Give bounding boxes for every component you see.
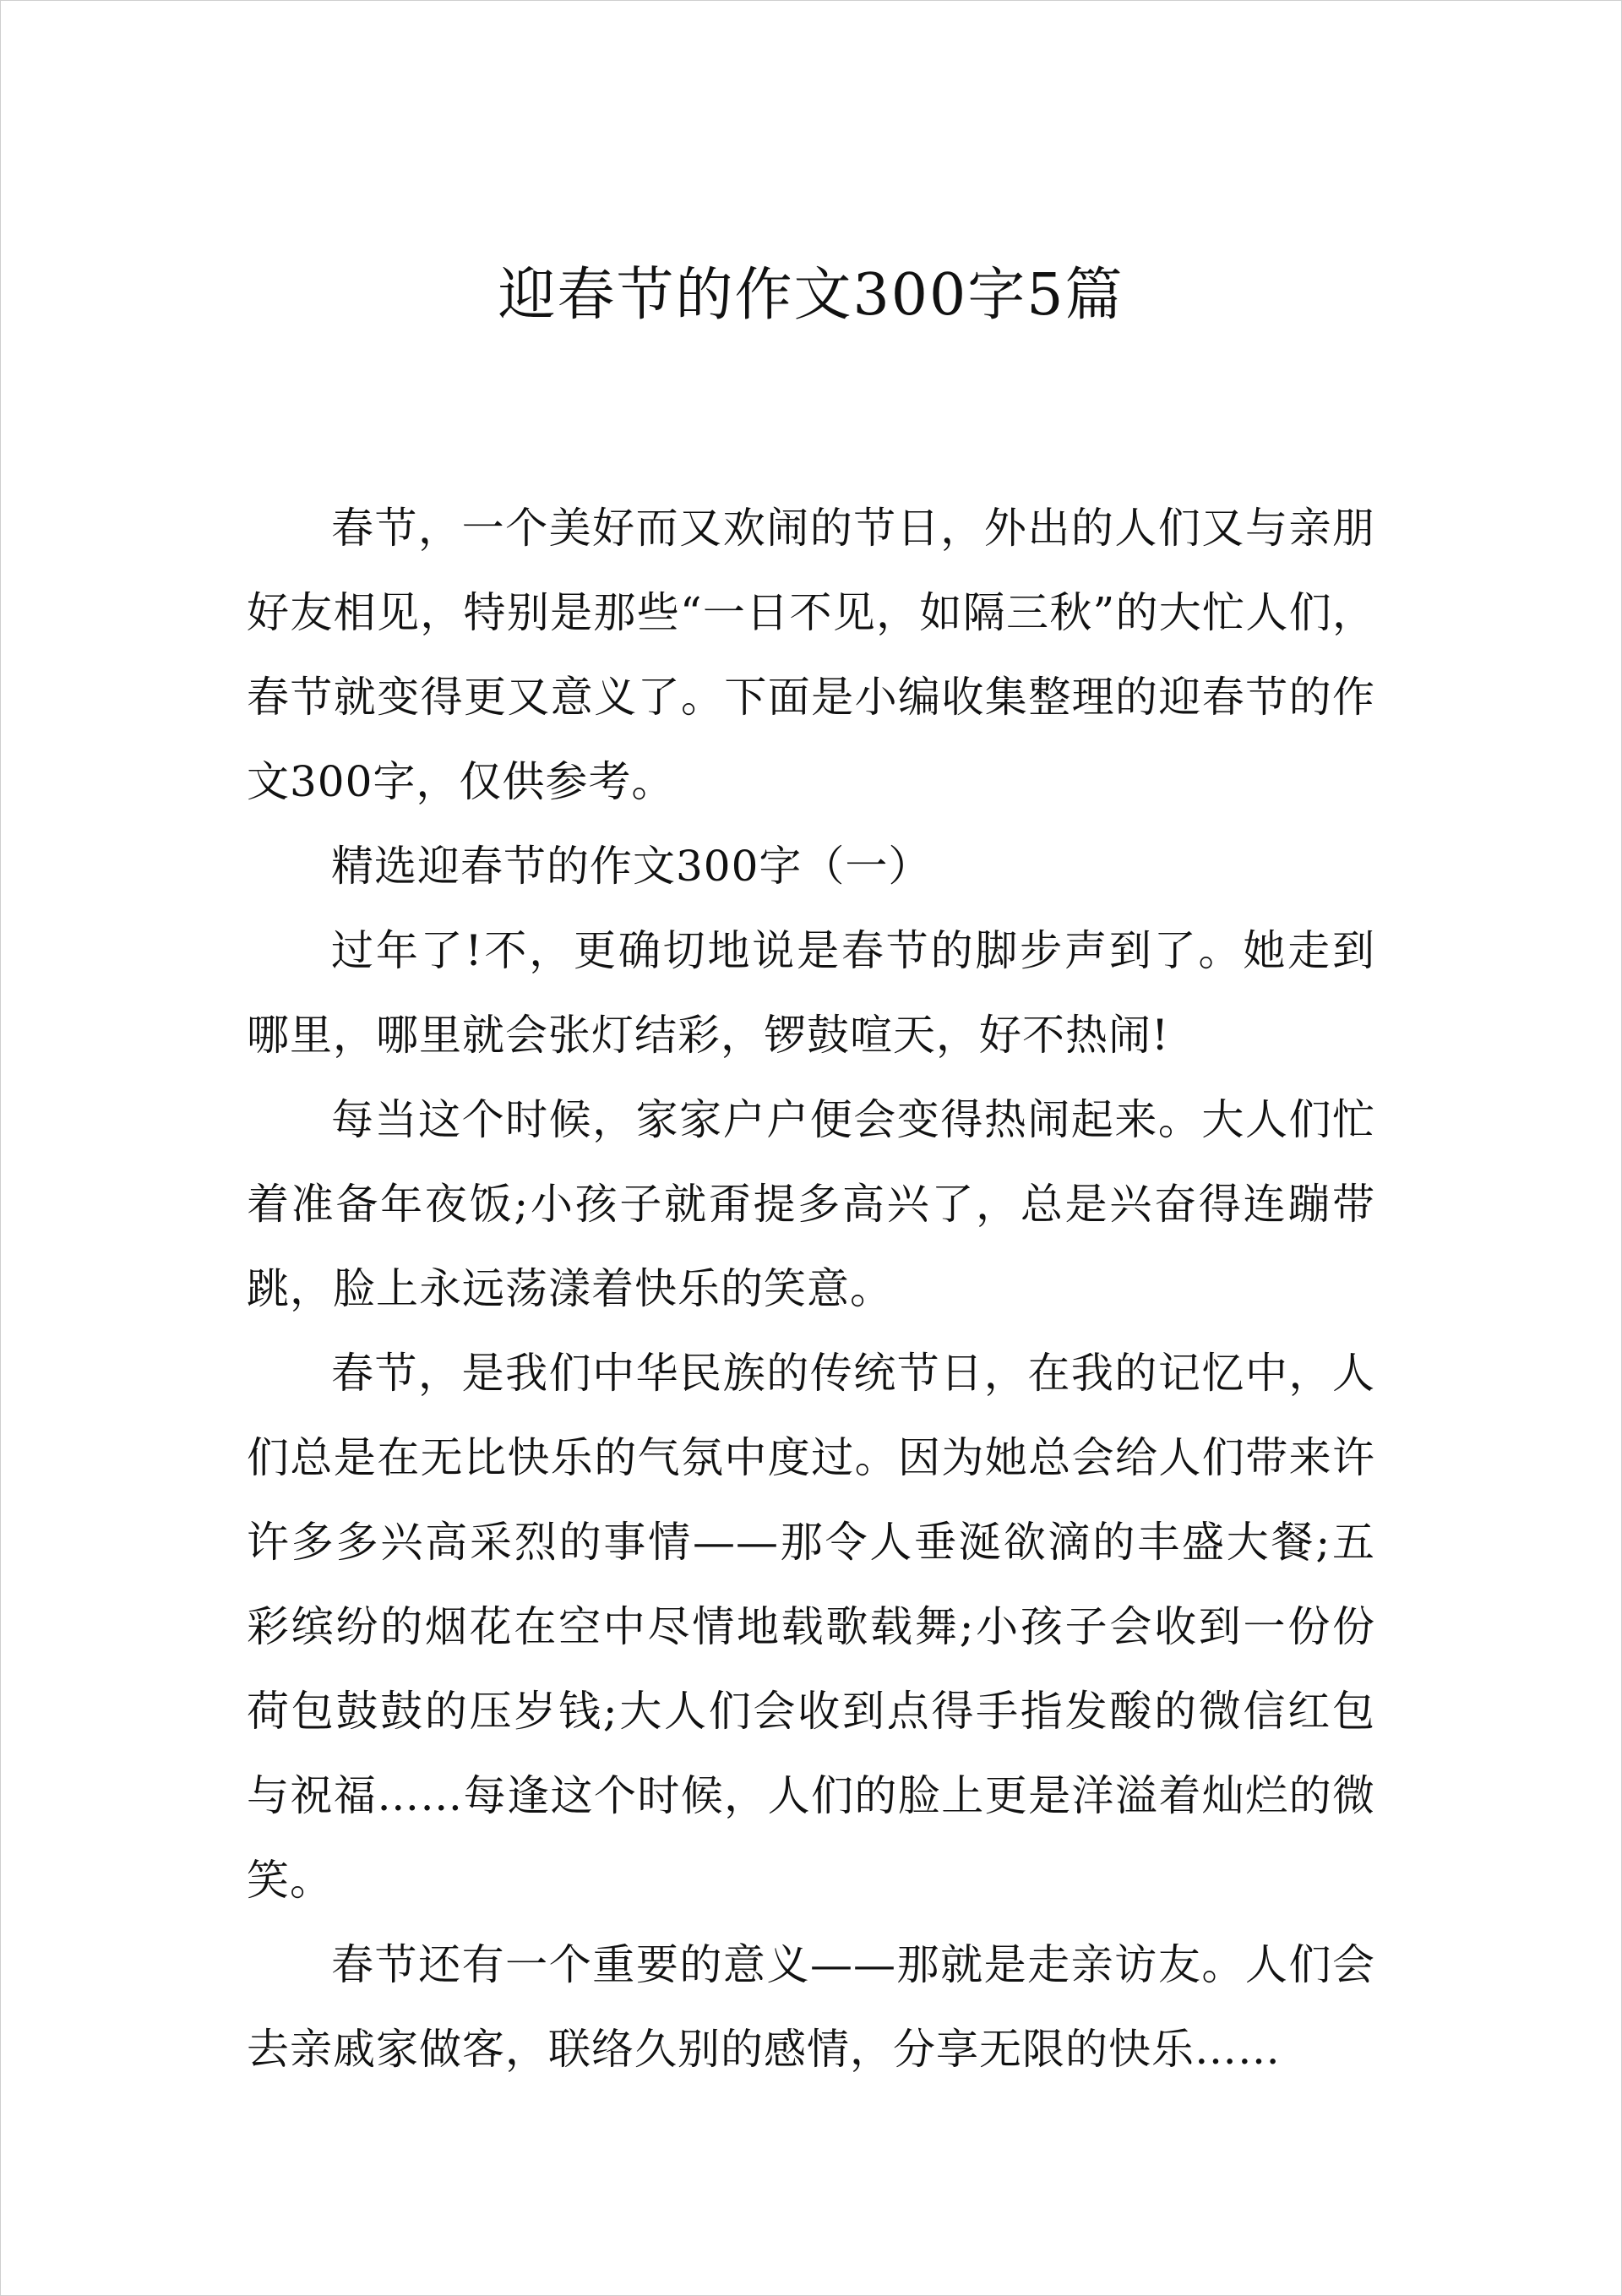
body-paragraph: 春节还有一个重要的意义——那就是走亲访友。人们会去亲戚家做客，联络久别的感情，分享无限的快乐…… [247, 1940, 1375, 2074]
section-heading: 精选迎春节的作文300字（一） [331, 842, 932, 891]
document-title: 迎春节的作文300字5篇 [498, 262, 1124, 329]
body-paragraph: 过年了!不，更确切地说是春节的脚步声到了。她走到哪里，哪里就会张灯结彩，锣鼓喧天，好不热闹! [247, 926, 1375, 1060]
body-paragraph: 每当这个时候，家家户户便会变得热闹起来。大人们忙着准备年夜饭;小孩子就甭提多高兴了，总是兴奋得连蹦带跳，脸上永远荡漾着快乐的笑意。 [247, 1095, 1375, 1313]
body-paragraph: 春节，是我们中华民族的传统节日，在我的记忆中，人们总是在无比快乐的气氛中度过。因为她总会给人们带来许许多多兴高采烈的事情——那令人垂涎欲滴的丰盛大餐;五彩缤纷的烟花在空中尽情地载歌载舞;小孩子会收到一份份荷包鼓鼓的压岁钱;大人们会收到点得手指发酸的微信红包与祝福……每逢这个时候，人们的脸上更是洋溢着灿烂的微笑。 [247, 1349, 1375, 1905]
intro-paragraph: 春节，一个美好而又欢闹的节日，外出的人们又与亲朋好友相见，特别是那些“一日不见，如隔三秋”的大忙人们，春节就变得更又意义了。下面是小编收集整理的迎春节的作文300字，仅供参考。 [247, 504, 1375, 806]
document-body [247, 245, 1375, 2091]
